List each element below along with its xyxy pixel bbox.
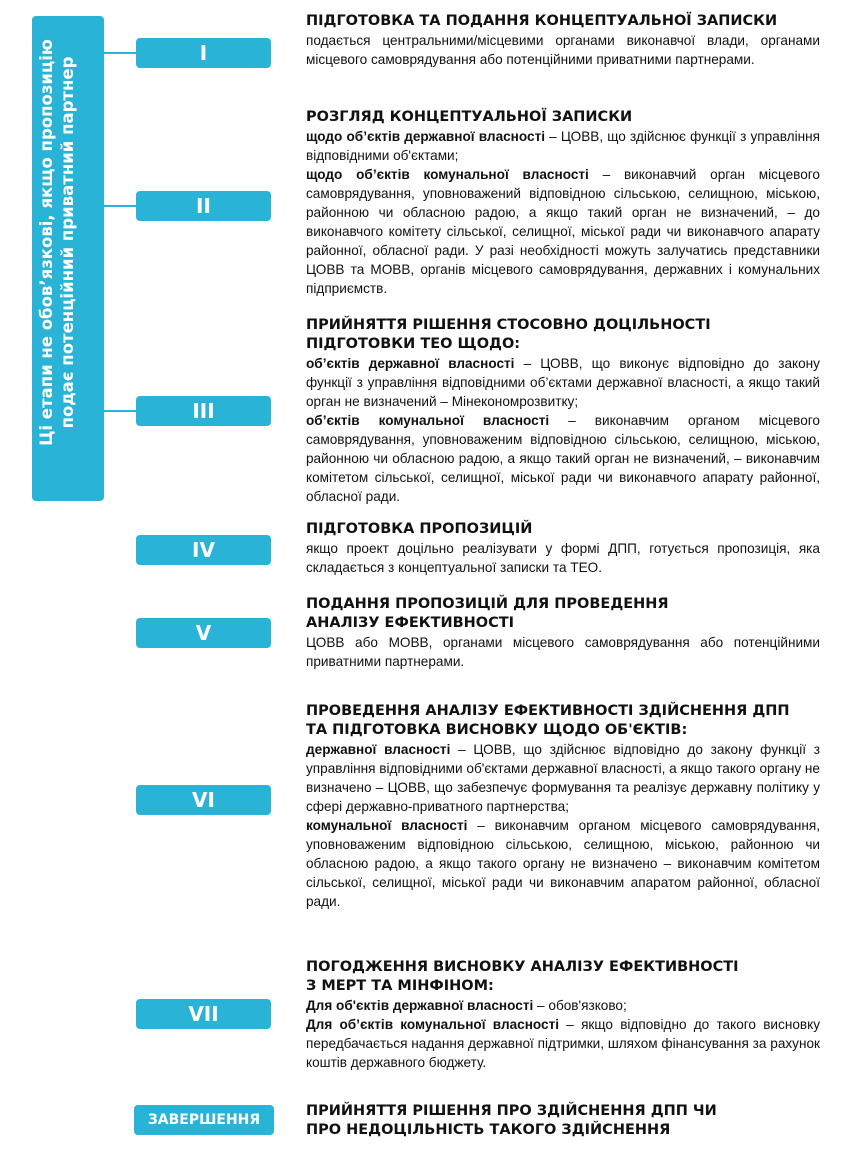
stage-badge-5: V — [136, 618, 271, 648]
stage-badge-6: VI — [136, 785, 271, 815]
stage-body — [306, 127, 820, 298]
stage-1-block — [306, 12, 820, 69]
paragraph-text: – ЦОВВ, що виконує відповідно до закону функції з управління відповідними об’єктами державної власності, а якщо такий орган не визначений – Мінекономрозвитку; — [306, 356, 820, 409]
stage-title: ПОДАННЯ ПРОПОЗИЦІЙ ДЛЯ ПРОВЕДЕННЯ АНАЛІЗУ ЕФЕКТИВНОСТІ — [306, 596, 669, 631]
stage-body — [306, 996, 820, 1072]
stage-badge-4: IV — [136, 535, 271, 565]
stage-title: ПІДГОТОВКА ТА ПОДАННЯ КОНЦЕПТУАЛЬНОЇ ЗАПИСКИ — [306, 13, 778, 29]
stage-body — [306, 31, 820, 69]
connector-line — [104, 410, 138, 412]
stage-title: ПОГОДЖЕННЯ ВИСНОВКУ АНАЛІЗУ ЕФЕКТИВНОСТІ З МЕРТ ТА МІНФІНОМ: — [306, 959, 739, 994]
stage-badge-final: ЗАВЕРШЕННЯ — [134, 1105, 274, 1135]
paragraph-bold-lead: об’єктів комунальної власності — [306, 413, 550, 428]
paragraph-text: – виконавчим органом місцевого самоврядування, уповноваженим відповідною сільською, селищною, міською, районною чи обласною радою, а якщо такий орган не визначений, – виконавчим комітетом сільської, селищної, міської ради чи виконавчого апарату районної, обласної ради. — [306, 413, 820, 504]
stage-title: ПРИЙНЯТТЯ РІШЕННЯ СТОСОВНО ДОЦІЛЬНОСТІ ПІДГОТОВКИ ТЕО ЩОДО: — [306, 317, 711, 352]
paragraph-bold-lead: Для об'єктів державної власності — [306, 998, 534, 1013]
paragraph-text: – ЦОВВ, що здійснює відповідно до закону функції з управління відповідними об'єктами державної власності, а якщо такого органу не визначено – ЦОВВ, що забезпечує формування та реалізує державну політику у сфері державно-приватного партнерства; — [306, 742, 820, 814]
paragraph-text: – виконавчим органом місцевого самоврядування, уповноваженим відповідною сільською, селищною, міською, районною чи обласною радою, а якщо такого органу не визначено – виконавчим комітетом сільської, селищної, міської ради чи виконавчим апаратом районної, обласної ради. — [306, 818, 821, 909]
stage-final-block — [306, 1102, 820, 1140]
paragraph-text: ЦОВВ або МОВВ, органами місцевого самоврядування або потенційними приватними партнерами. — [306, 635, 820, 669]
stage-title: ПРИЙНЯТТЯ РІШЕННЯ ПРО ЗДІЙСНЕННЯ ДПП ЧИ ПРО НЕДОЦІЛЬНІСТЬ ТАКОГО ЗДІЙСНЕННЯ — [306, 1103, 717, 1138]
stage-body — [306, 633, 820, 671]
paragraph-bold-lead: Для об’єктів комунальної власності — [306, 1017, 560, 1032]
stage-2-block — [306, 108, 820, 298]
connector-line — [104, 205, 138, 207]
paragraph-bold-lead: об’єктів державної власності — [306, 356, 515, 371]
paragraph-bold-lead: щодо об’єктів комунальної власності — [306, 167, 589, 182]
stage-5-block — [306, 595, 820, 671]
optional-note-line2: подає потенційний приватний партнер — [58, 56, 77, 429]
stage-badge-1: I — [136, 38, 271, 68]
stage-6-block — [306, 702, 820, 911]
paragraph-bold-lead: державної власності — [306, 742, 451, 757]
stage-badge-7: VII — [136, 999, 271, 1029]
stage-title: РОЗГЛЯД КОНЦЕПТУАЛЬНОЇ ЗАПИСКИ — [306, 109, 633, 125]
paragraph-text: – ЦОВВ, що здійснює функції з управління відповідними об'єктами; — [306, 129, 820, 163]
connector-line — [104, 52, 138, 54]
paragraph-text: подається центральними/місцевими органами виконавчої влади, органами місцевого самоврядування або потенційними приватними партнерами. — [306, 33, 820, 67]
paragraph-text: – обов'язково; — [533, 998, 627, 1013]
stage-body — [306, 740, 820, 911]
stage-body — [306, 354, 820, 506]
optional-note-line1: Ці етапи не обов’язкові, якщо пропозицію — [37, 39, 56, 446]
stage-title: ПРОВЕДЕННЯ АНАЛІЗУ ЕФЕКТИВНОСТІ ЗДІЙСНЕННЯ ДПП ТА ПІДГОТОВКА ВИСНОВКУ ЩОДО ОБ'ЄКТІВ: — [306, 703, 790, 738]
paragraph-text: – виконавчий орган місцевого самоврядування, уповноважений відповідною сільською, селищною, міською, районною чи обласною радою, а якщо такий орган не визначений, – до виконавчого комітету сільської, селищної, міської ради чи виконавчого апарату районної, обласної ради. У разі необхідності можуть залучатись представники ЦОВВ та МОВВ, органів місцевого самоврядування, державних і комунальних підприємств. — [306, 167, 820, 296]
stage-badge-3: III — [136, 396, 271, 426]
paragraph-text: якщо проект доцільно реалізувати у формі ДПП, готується пропозиція, яка складається з концептуальної записки та ТЕО. — [306, 541, 820, 575]
optional-stages-note — [36, 14, 80, 471]
paragraph-bold-lead: щодо об’єктів державної власності — [306, 129, 546, 144]
stage-title: ПІДГОТОВКА ПРОПОЗИЦІЙ — [306, 521, 533, 537]
stage-7-block — [306, 958, 820, 1072]
stage-badge-2: II — [136, 191, 271, 221]
stage-body — [306, 539, 820, 577]
stage-4-block — [306, 520, 820, 577]
paragraph-text: – якщо відповідно до такого висновку передбачається надання державної підтримки, шляхом фінансування за рахунок коштів державного бюджету. — [306, 1017, 820, 1070]
stage-3-block — [306, 316, 820, 506]
paragraph-bold-lead: комунальної власності — [306, 818, 468, 833]
